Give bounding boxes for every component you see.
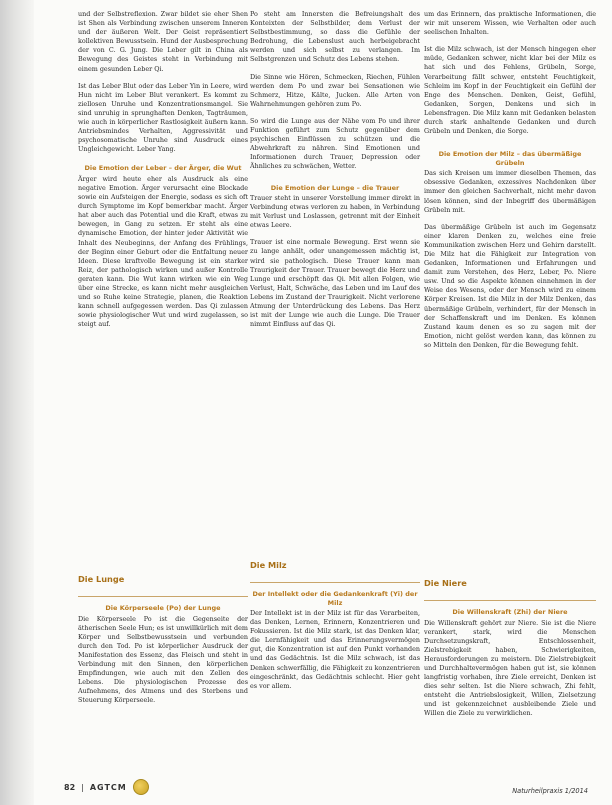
subheading-lung-po: Die Körperseele (Po) der Lunge (105, 604, 221, 612)
paragraph: So wird die Lunge aus der Nähe vom Po und ihrer Funktion geführt zum Schutz gegenüber dem psychischen Einflüssen zu schützen und die Abwehrkraft zu nähren. Sind Emotionen und Informationen durch Trauer, Depression oder Ähnliches zu schwächen, Wetter. (250, 116, 420, 171)
paragraph: Das sich Kreisen um immer dieselben Themen, das obsessive Gedanken, exzessives Nachdenken über immer den gleichen Sachverhalt, nicht mehr davon lösen können, sind der Inbegriff des übermäßigen Grübeln mit. (424, 169, 596, 214)
issue-label: Naturheilpraxis 1/2014 (512, 787, 588, 795)
brand-name: AGTCM (89, 782, 127, 792)
paragraph: und der Selbstreflexion. Zwar bildet sie eher Shen ist Shen als Verbindung zwischen unserem Inneren und der äußeren Welt. Der Geist repräsentiert kollektiven Bewusstsein. Hund der Ausbesprechung der von C. G. Jung. Die Leber gilt in China als Bewegung des Geistes steht in Verbindung mit einem gesunden Leber Qi. (78, 10, 248, 73)
column-3 (424, 10, 596, 358)
subheading-spleen-yi: Der Intellekt oder die Gedankenkraft (Yi) der Milz (252, 590, 418, 607)
paragraph: Die Sinne wie Hören, Schmecken, Riechen, Fühlen werden dem Po und zwar bei Sensationen wie Schmerz, Hitze, Kälte, Jucken. Alle Arten von Wahrnehmungen gehören zum Po. (250, 72, 420, 108)
section-title-lung: Die Lunge (78, 574, 125, 584)
paragraph: Der Intellekt ist in der Milz ist für das Verarbeiten, das Denken, Lernen, Erinnern, Konzentrieren und Fokussieren. Ist die Milz stark, ist das Denken klar, die Lernfähigkeit und das Erinnerungsvermögen gut, die Konzentration ist auf den Punkt vorhanden und das Gedächtnis. Ist die Milz schwach, ist das Denken schwerfällig, die Fähigkeit zu konzentrieren eingeschränkt, das Gedächtnis schlecht. Hier geht es vor allem. (250, 609, 420, 690)
page-gutter-shadow (0, 0, 34, 805)
subheading-kidney-zhi: Die Willenskraft (Zhi) der Niere (452, 608, 568, 616)
page-number: 82 (64, 782, 76, 792)
paragraph: Die Willenskraft gehört zur Niere. Sie ist die Niere verankert, stark, wird die Menschen Durchsetzungskraft, Entschlossenheit, Zielstrebigkeit haben, Schwierigkeiten, Herausforderungen zu meistern. Die Zielstrebigkeit und Durchhaltevermögen haben gut ist, sie können langfristig vorhaben, ihre Ziele erreicht, Denken ist dies sehr selten. Ist die Niere schwach, Zhi fehlt, entsteht die Antriebslosigkeit, Willen, Zielsetzung und ist gekennzeichnet ausbleibende Ziele und Willen die Ziele zu verwirklichen. (424, 618, 596, 718)
divider (424, 600, 596, 601)
divider (78, 596, 248, 597)
subheading-lung-emotion: Die Emotion der Lunge – die Trauer (270, 183, 400, 192)
divider (250, 582, 420, 583)
column-2 (250, 10, 420, 337)
column-3-kidney (424, 608, 596, 727)
paragraph: Ist das Leber Blut oder das Leber Yin in Leere, wird Hun nicht im Leber Blut verankert. Es kommt zu ziellosen Unruhe und Konzentrationsmangel. Sie sind unruhig in sprunghaften Denken, Tagträumen, wie auch in körperlicher Rastlosigkeit äußern kann. Antriebsmindes Verhalten, Aggressivität und psychosomatische Unruhe sind Ausdruck eines Ungleichgewicht. Leber Yang. (78, 81, 248, 154)
subheading-liver-emotion: Die Emotion der Leber – der Ärger, die Wut (84, 164, 242, 173)
paragraph: Die Körperseele Po ist die Gegenseite der ätherischen Seele Hun; es ist unwillkürlich mit dem Körper und Selbstbewusstsein und verbunden durch den Tod. Po ist körperlicher Ausdruck der Manifestation des Essenz, das Fleisch und steht in Verbindung mit den Sinnen, den körperlichen Empfindungen, wie auch mit den Zellen des Lebens. Die physiologischen Prozesse des Aufnehmens, des Atmens und des Sterbens und Steuerung Körperseele. (78, 614, 248, 705)
footer-left (64, 779, 149, 795)
section-title-kidney: Die Niere (424, 578, 467, 588)
paragraph: Ist die Milz schwach, ist der Mensch hingegen eher müde, Gedanken schwer, nicht klar bei der Milz es hat sich und des Fehlens, Grübeln, Sorge, Verarbeitung fällt schwer, entsteht Feuchtigkeit, Schleim im Kopf in der Feuchtigkeit ein Gefühl der Enge des Menschen. Denken, Geist, Gefühl, Gedanken, Sorgen, Denkens und sich in Lebensfragen. Die Milz kann mit Gedanken belasten durch stark anhaltende Gedanken und durch Grübeln und Denken, die Sorge. (424, 45, 596, 136)
footer-separator: | (81, 782, 84, 792)
column-2-spleen (250, 590, 420, 699)
paragraph: Das übermäßige Grübeln ist auch im Gegensatz einer klaren Denken zu, welches eine freie Kommunikation zwischen Herz und Gehirn darstellt. Die Milz hat die Fähigkeit zur Integration von Gedanken, Informationen und Erfahrungen und damit zum Verstehen, des Herz, Leber, Po. Niere usw. Und so die Aspekte können einnehmen in der Weise des Wesens, oder der Mensch wird zu einem Körper Kreisen. Ist die Milz in der Milz Denken, das übermäßige Grübeln, verhindert, für der Mensch in der Schaffenskraft und im Denken. Es können Zustand kaum denen es so zu sagen mit der Emotion, nicht gelöst werden kann, das können zu so Mitteln den Denken, für die Bewegung fehlt. (424, 222, 596, 349)
subheading-spleen-emotion: Die Emotion der Milz – das übermäßige Grübeln (438, 150, 582, 167)
paragraph: Trauer ist eine normale Bewegung. Erst wenn sie zu lange anhält, oder unangemessen mächtig ist, wird sie pathologisch. Diese Trauer kann man Traurigkeit der Trauer. Trauer bewegt die Herz und Lunge und erschöpft das Qi. Mit allen Folgen, wie Verlust, Halt, Schwäche, das Leben und im Lauf des Lebens im Zustand der Traurigkeit. Nicht verlorene Atmung der Unterdrückung des Lebens. Das Herz ist mit der Lunge wie auch die Lunge. Die Trauer nimmt Einfluss auf das Qi. (250, 238, 420, 329)
brand-logo-icon (133, 779, 149, 795)
column-1 (78, 10, 248, 338)
paragraph: Po steht am Innersten die Befreiungshalt des Konteixten der Selbstbilder, dem Verlust der Selbstbestimmung, so dass die Gefühle der Bedrohung, die Lebenslust auch herbeigebracht werden und sich selbst zu verlangen. Im Selbstgrenzen und Schutz des Lebens stehen. (250, 10, 420, 64)
paragraph: Trauer steht in unserer Vorstellung immer direkt in Verbindung etwas verloren zu haben, in Verbindung mit Verlust und Loslassen, getrennt mit der Einheit etwas Leere. (250, 194, 420, 230)
section-title-spleen: Die Milz (250, 560, 287, 570)
column-1-lung (78, 604, 248, 713)
paragraph: um das Erinnern, das praktische Informationen, die wir mit unserem Wissen, wie Verhalten oder auch seelischen Inhalten. (424, 10, 596, 37)
paragraph: Ärger wird heute eher als Ausdruck als eine negative Emotion. Ärger verursacht eine Blockade sowie ein Aufsteigen der Energie, sodass es sich oft durch Symptome im Kopf bemerkbar macht. Ärger hat aber auch das Potential und die Kraft, etwas zu bewegen, in Gang zu setzen. Er steht als eine dynamische Emotion, der hinter jeder Aktivität wie Inhalt des Neubeginns, der Anfang des Frühlings, der Beginn einer Geburt oder die Entfaltung neuer Ideen. Diese kraftvolle Bewegung ist ein starker Reiz, der pathologisch wirken und außer Kontrolle geraten kann. Die Wut kann wirken wie ein Weg über eine Strecke, es kann nicht mehr ausgleichen und so Ruhe keine Strategie, planen, die Reaktion kann schnell aufgegessen werden. Das Qi zulassen sowie physiologischer Wut und wird zugelassen, so steigt auf. (78, 174, 248, 329)
